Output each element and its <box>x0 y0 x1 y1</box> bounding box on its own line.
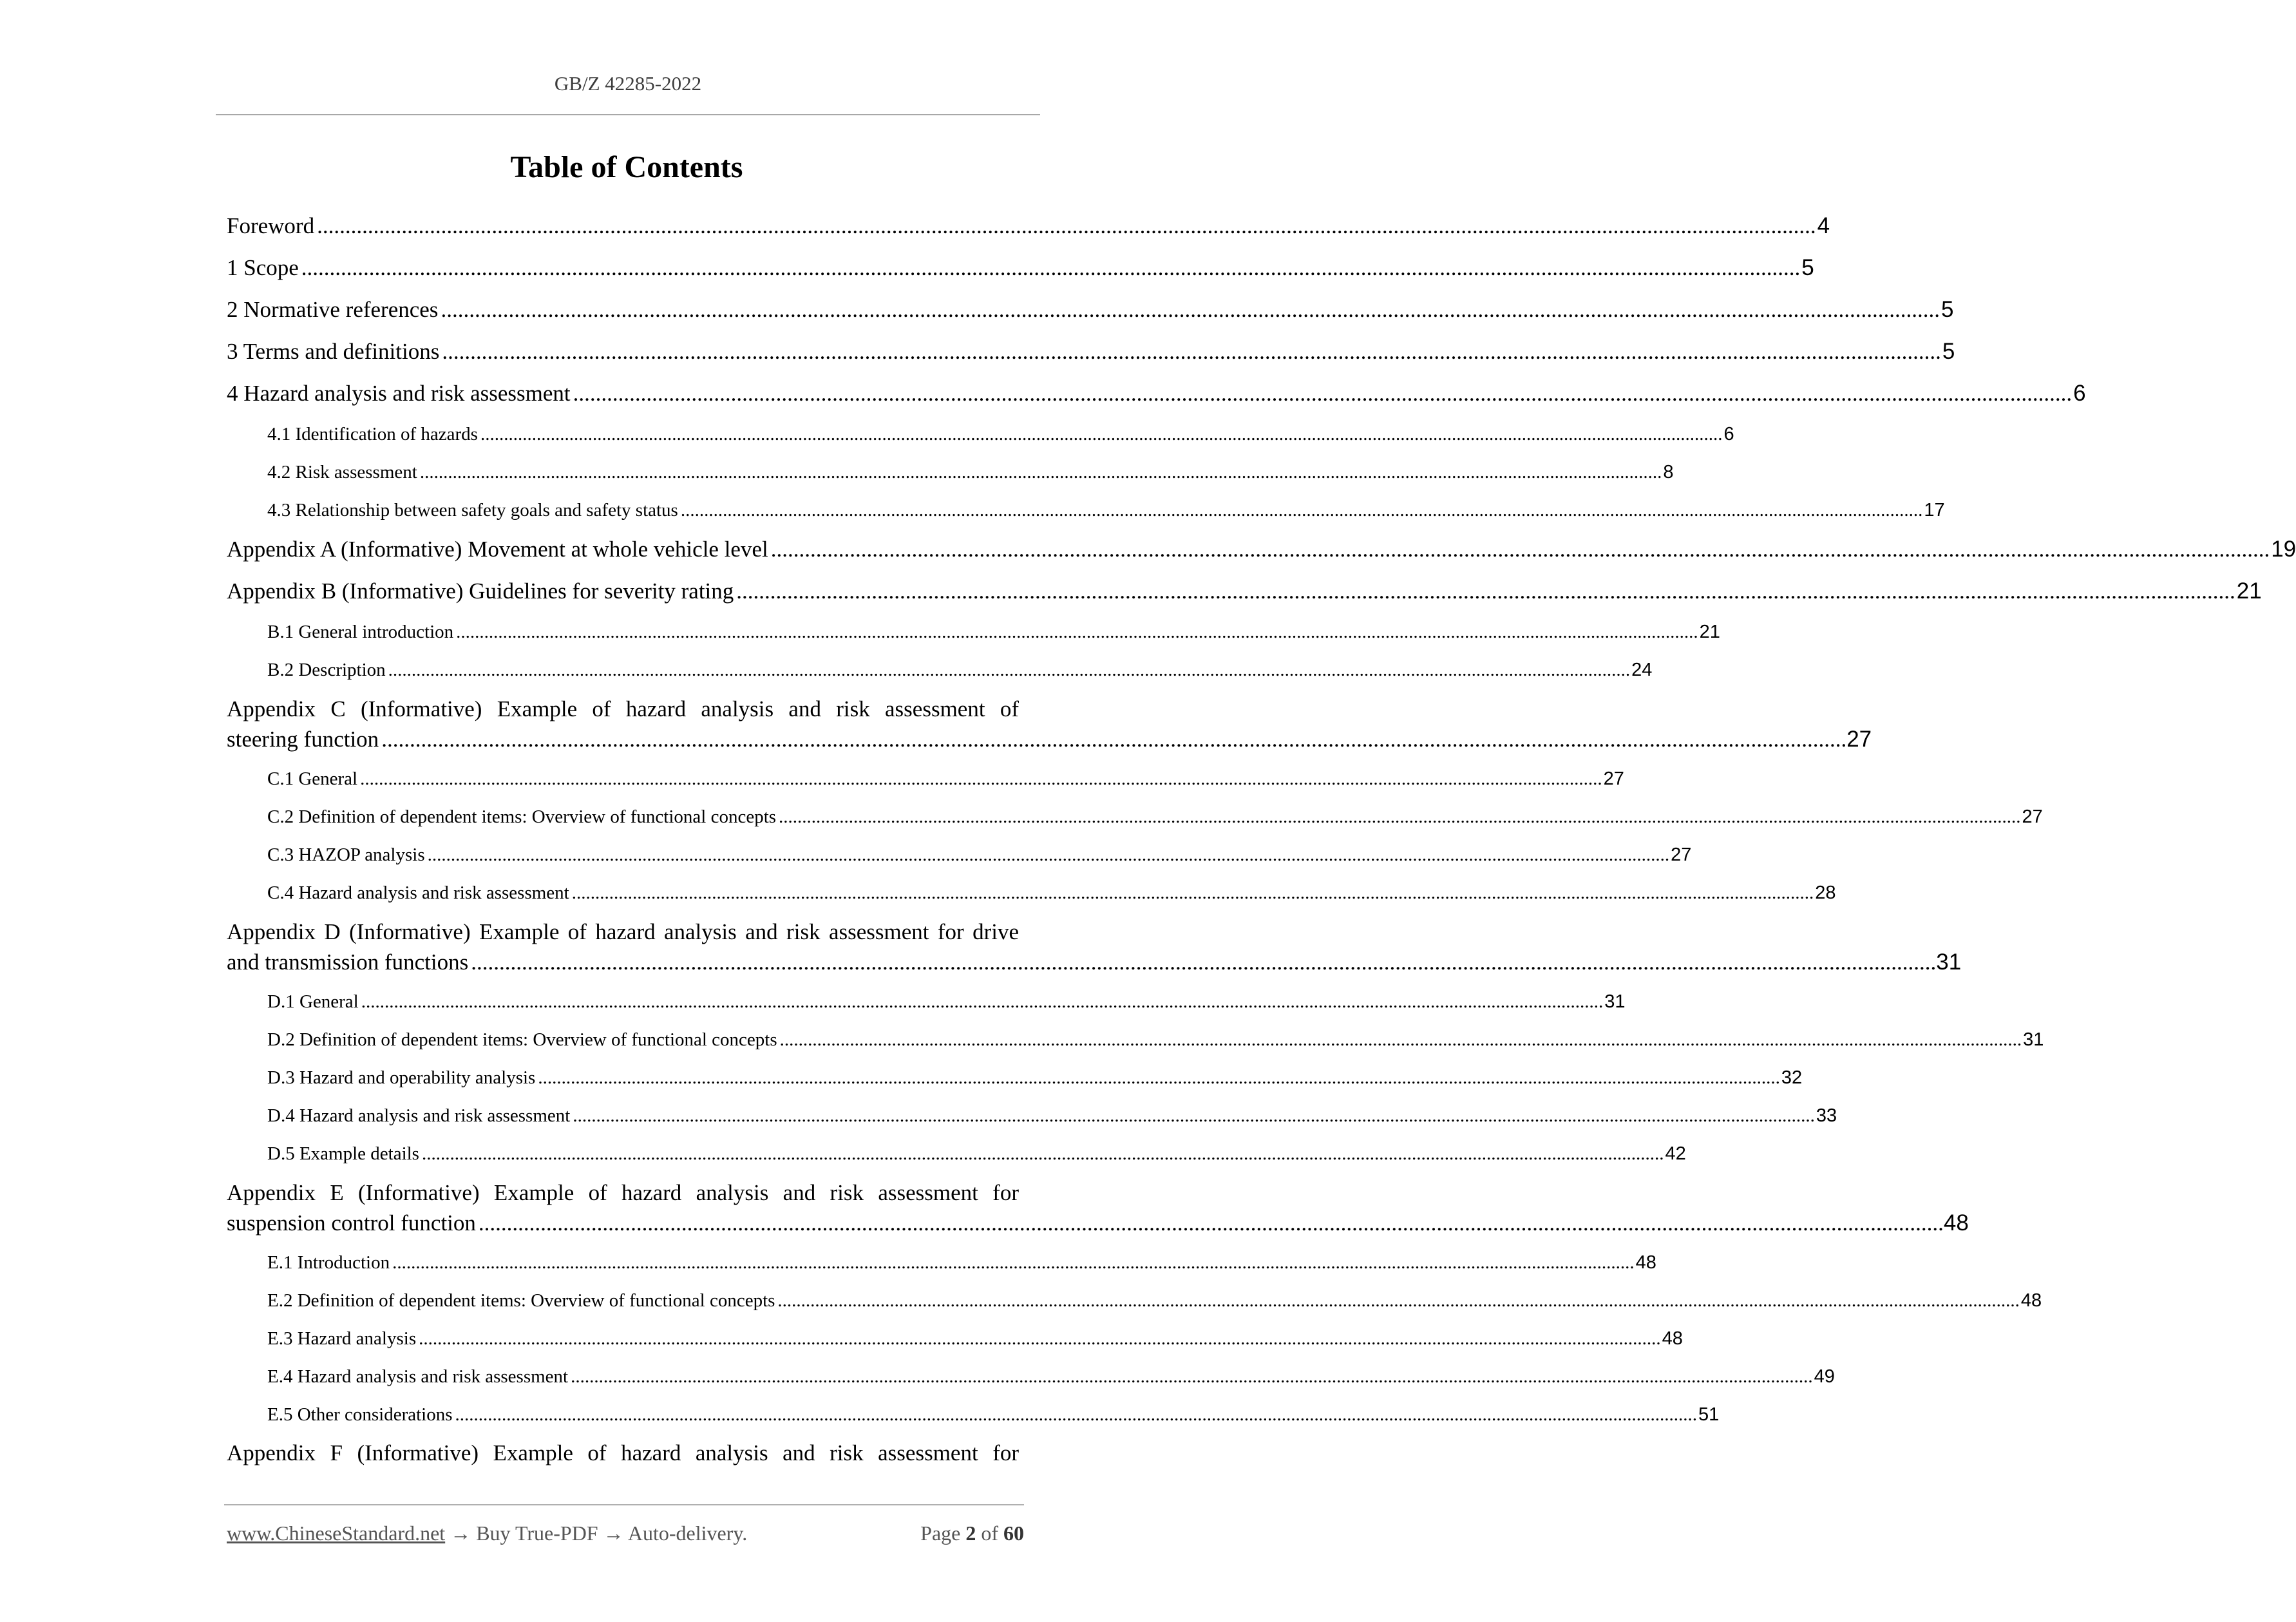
toc-entry-label: Appendix B (Informative) Guidelines for severity rating <box>227 578 734 604</box>
dot-leader <box>422 1136 1664 1171</box>
toc-entry-label: and transmission functions <box>227 949 469 975</box>
toc-entry[interactable] <box>227 837 1692 875</box>
toc-entry-label: D.2 Definition of dependent items: Overview of functional concepts <box>267 1029 777 1050</box>
dot-leader <box>736 573 2235 610</box>
toc-entry[interactable] <box>227 1098 1837 1136</box>
toc-entry-page: 28 <box>1815 883 1836 903</box>
toc-entry-page: 6 <box>1723 424 1734 444</box>
dot-leader <box>771 531 2270 568</box>
toc-entry-page: 27 <box>1603 768 1624 789</box>
arrow-icon: → <box>603 1522 624 1545</box>
toc-entry[interactable] <box>227 291 1954 333</box>
toc-entry-label-line1: Appendix C (Informative) Example of hazard analysis and risk assessment of <box>227 696 1019 721</box>
dot-leader <box>420 455 1662 490</box>
page-total: 60 <box>1003 1522 1024 1545</box>
toc-entry-page: 27 <box>1671 844 1692 865</box>
toc-entry-label: Foreword <box>227 213 315 238</box>
toc-entry-label: C.1 General <box>267 768 358 789</box>
toc-entry-label: B.2 Description <box>267 660 386 680</box>
toc-entry-label: 4.3 Relationship between safety goals and safety status <box>267 500 678 520</box>
dot-leader <box>442 333 1941 370</box>
toc-entry-page: 24 <box>1631 660 1653 680</box>
toc-entry-page: 27 <box>2022 806 2043 827</box>
table-of-contents <box>227 207 2296 1468</box>
toc-entry-label: D.5 Example details <box>267 1143 419 1164</box>
toc-entry-page: 48 <box>1635 1252 1656 1273</box>
toc-entry[interactable] <box>227 207 1830 249</box>
toc-entry-line2 <box>227 724 1872 761</box>
toc-entry-page: 8 <box>1663 462 1674 482</box>
toc-entry-page: 5 <box>1940 297 1954 322</box>
dot-leader <box>392 1245 1635 1280</box>
page-prefix: Page <box>920 1522 961 1545</box>
dot-leader <box>571 1359 1813 1394</box>
toc-entry[interactable] <box>227 1178 1969 1245</box>
dot-leader <box>455 1397 1698 1432</box>
dot-leader <box>779 799 2021 834</box>
dot-leader <box>573 375 2073 412</box>
toc-entry-page: 4 <box>1817 213 1830 238</box>
toc-entry-page: 48 <box>2020 1290 2042 1311</box>
toc-entry-label: 2 Normative references <box>227 297 439 322</box>
toc-entry[interactable] <box>227 249 1814 291</box>
dot-leader <box>360 761 1602 796</box>
toc-entry-label: E.5 Other considerations <box>267 1404 453 1425</box>
toc-entry-page: 48 <box>1943 1210 1969 1236</box>
toc-entry[interactable] <box>227 1283 2042 1321</box>
dot-leader <box>361 984 1604 1019</box>
toc-entry-page: 51 <box>1698 1404 1720 1425</box>
toc-entry[interactable] <box>227 417 1734 455</box>
dot-leader <box>301 249 1801 287</box>
toc-entry-line2 <box>227 1208 1969 1245</box>
dot-leader: .................................................................................................................................................................................................................................................................... <box>381 727 1847 752</box>
toc-entry-label: E.1 Introduction <box>267 1252 390 1273</box>
toc-entry[interactable] <box>227 1060 1803 1098</box>
toc-entry-label: D.1 General <box>267 991 359 1012</box>
toc-entry[interactable] <box>227 493 1945 531</box>
toc-entry-line2 <box>227 947 1962 984</box>
toc-entry-page: 6 <box>2073 381 2086 406</box>
toc-entry-page: 17 <box>1924 500 1945 520</box>
toc-entry-page: 19 <box>2271 537 2296 562</box>
toc-entry-partial: Appendix F (Informative) Example of hazard analysis and risk assessment for <box>227 1440 1019 1465</box>
toc-entry[interactable] <box>227 455 1674 493</box>
toc-entry-label-line1: Appendix D (Informative) Example of hazard analysis and risk assessment for drive <box>227 919 1019 944</box>
toc-entry-page: 33 <box>1816 1105 1837 1126</box>
toc-entry[interactable] <box>227 653 1653 691</box>
dot-leader: .................................................................................................................................................................................................................................................................... <box>478 1210 1944 1236</box>
toc-entry-page: 31 <box>2023 1029 2044 1050</box>
dot-leader <box>572 875 1814 910</box>
delivery-text: Auto-delivery. <box>627 1522 748 1545</box>
page-current: 2 <box>965 1522 976 1545</box>
toc-entry[interactable] <box>227 573 2262 615</box>
dot-leader <box>780 1022 2022 1057</box>
dot-leader <box>456 615 1698 649</box>
toc-entry-label: E.2 Definition of dependent items: Overview of functional concepts <box>267 1290 775 1311</box>
page-of: of <box>981 1522 998 1545</box>
toc-entry-page: 42 <box>1665 1143 1686 1164</box>
dot-leader <box>317 207 1816 245</box>
dot-leader <box>681 493 1923 528</box>
toc-entry-page: 49 <box>1814 1366 1835 1387</box>
toc-entry-label: D.4 Hazard analysis and risk assessment <box>267 1105 571 1126</box>
toc-entry-page: 31 <box>1936 949 1962 975</box>
toc-entry-label: C.3 HAZOP analysis <box>267 844 425 865</box>
toc-entry-label: D.3 Hazard and operability analysis <box>267 1067 536 1088</box>
page-title: Table of Contents <box>510 150 743 184</box>
toc-entry[interactable] <box>227 761 1624 799</box>
toc-entry-label: E.4 Hazard analysis and risk assessment <box>267 1366 569 1387</box>
toc-entry-label: steering function <box>227 727 379 752</box>
toc-entry-page: 21 <box>1699 622 1720 642</box>
toc-entry[interactable] <box>227 333 1955 375</box>
toc-entry[interactable] <box>227 375 2086 417</box>
toc-entry[interactable] <box>227 799 2043 837</box>
dot-leader <box>388 653 1631 687</box>
toc-entry-label: C.4 Hazard analysis and risk assessment <box>267 883 569 903</box>
toc-entry-page: 5 <box>1801 255 1814 280</box>
document-code-header: GB/Z 42285-2022 <box>554 72 702 95</box>
dot-leader <box>573 1098 1815 1133</box>
toc-entry[interactable] <box>227 1245 1656 1283</box>
dot-leader <box>419 1321 1661 1356</box>
toc-entry-label: 4 Hazard analysis and risk assessment <box>227 381 571 406</box>
toc-entry-label: C.2 Definition of dependent items: Overview of functional concepts <box>267 806 777 827</box>
footer-divider <box>224 1504 1024 1505</box>
toc-entry-label: 1 Scope <box>227 255 299 280</box>
dot-leader <box>428 837 1670 872</box>
toc-entry[interactable] <box>227 531 2296 573</box>
toc-entry[interactable] <box>227 615 1720 653</box>
toc-entry[interactable] <box>227 1136 1686 1174</box>
toc-entry[interactable] <box>227 694 1872 761</box>
page-number <box>920 1522 1024 1545</box>
page-footer <box>227 1522 1024 1545</box>
toc-entry[interactable] <box>227 984 1626 1022</box>
dot-leader <box>441 291 1940 329</box>
toc-entry-label: Appendix A (Informative) Movement at whole vehicle level <box>227 537 768 562</box>
footer-promo <box>227 1522 747 1545</box>
dot-leader: .................................................................................................................................................................................................................................................................... <box>471 949 1937 975</box>
dot-leader <box>480 417 1723 452</box>
toc-entry[interactable] <box>227 1359 1835 1397</box>
toc-entry[interactable] <box>227 1022 2044 1060</box>
toc-entry-label: E.3 Hazard analysis <box>267 1328 417 1349</box>
arrow-icon: → <box>450 1522 471 1545</box>
website-link[interactable]: www.ChineseStandard.net <box>227 1522 446 1545</box>
toc-entry-page: 32 <box>1781 1067 1803 1088</box>
toc-entry[interactable] <box>227 1321 1683 1359</box>
toc-entry-label: 3 Terms and definitions <box>227 339 440 364</box>
toc-entry-label: 4.1 Identification of hazards <box>267 424 478 444</box>
toc-entry[interactable] <box>227 875 1836 913</box>
toc-entry-label: suspension control function <box>227 1210 476 1236</box>
toc-entry-page: 48 <box>1662 1328 1683 1349</box>
toc-entry-page: 5 <box>1942 339 1955 364</box>
toc-entry-page: 27 <box>1846 727 1872 752</box>
toc-entry[interactable] <box>227 917 1962 984</box>
toc-entry-label: 4.2 Risk assessment <box>267 462 417 482</box>
buy-text: Buy True-PDF <box>476 1522 598 1545</box>
toc-entry-label: B.1 General introduction <box>267 622 454 642</box>
dot-leader <box>538 1060 1780 1095</box>
toc-entry-page: 31 <box>1604 991 1626 1012</box>
toc-entry-page: 21 <box>2236 578 2262 604</box>
toc-entry-label-line1: Appendix E (Informative) Example of hazard analysis and risk assessment for <box>227 1180 1019 1205</box>
toc-entry[interactable] <box>227 1397 1720 1435</box>
header-divider <box>216 114 1040 115</box>
dot-leader <box>777 1283 2020 1318</box>
